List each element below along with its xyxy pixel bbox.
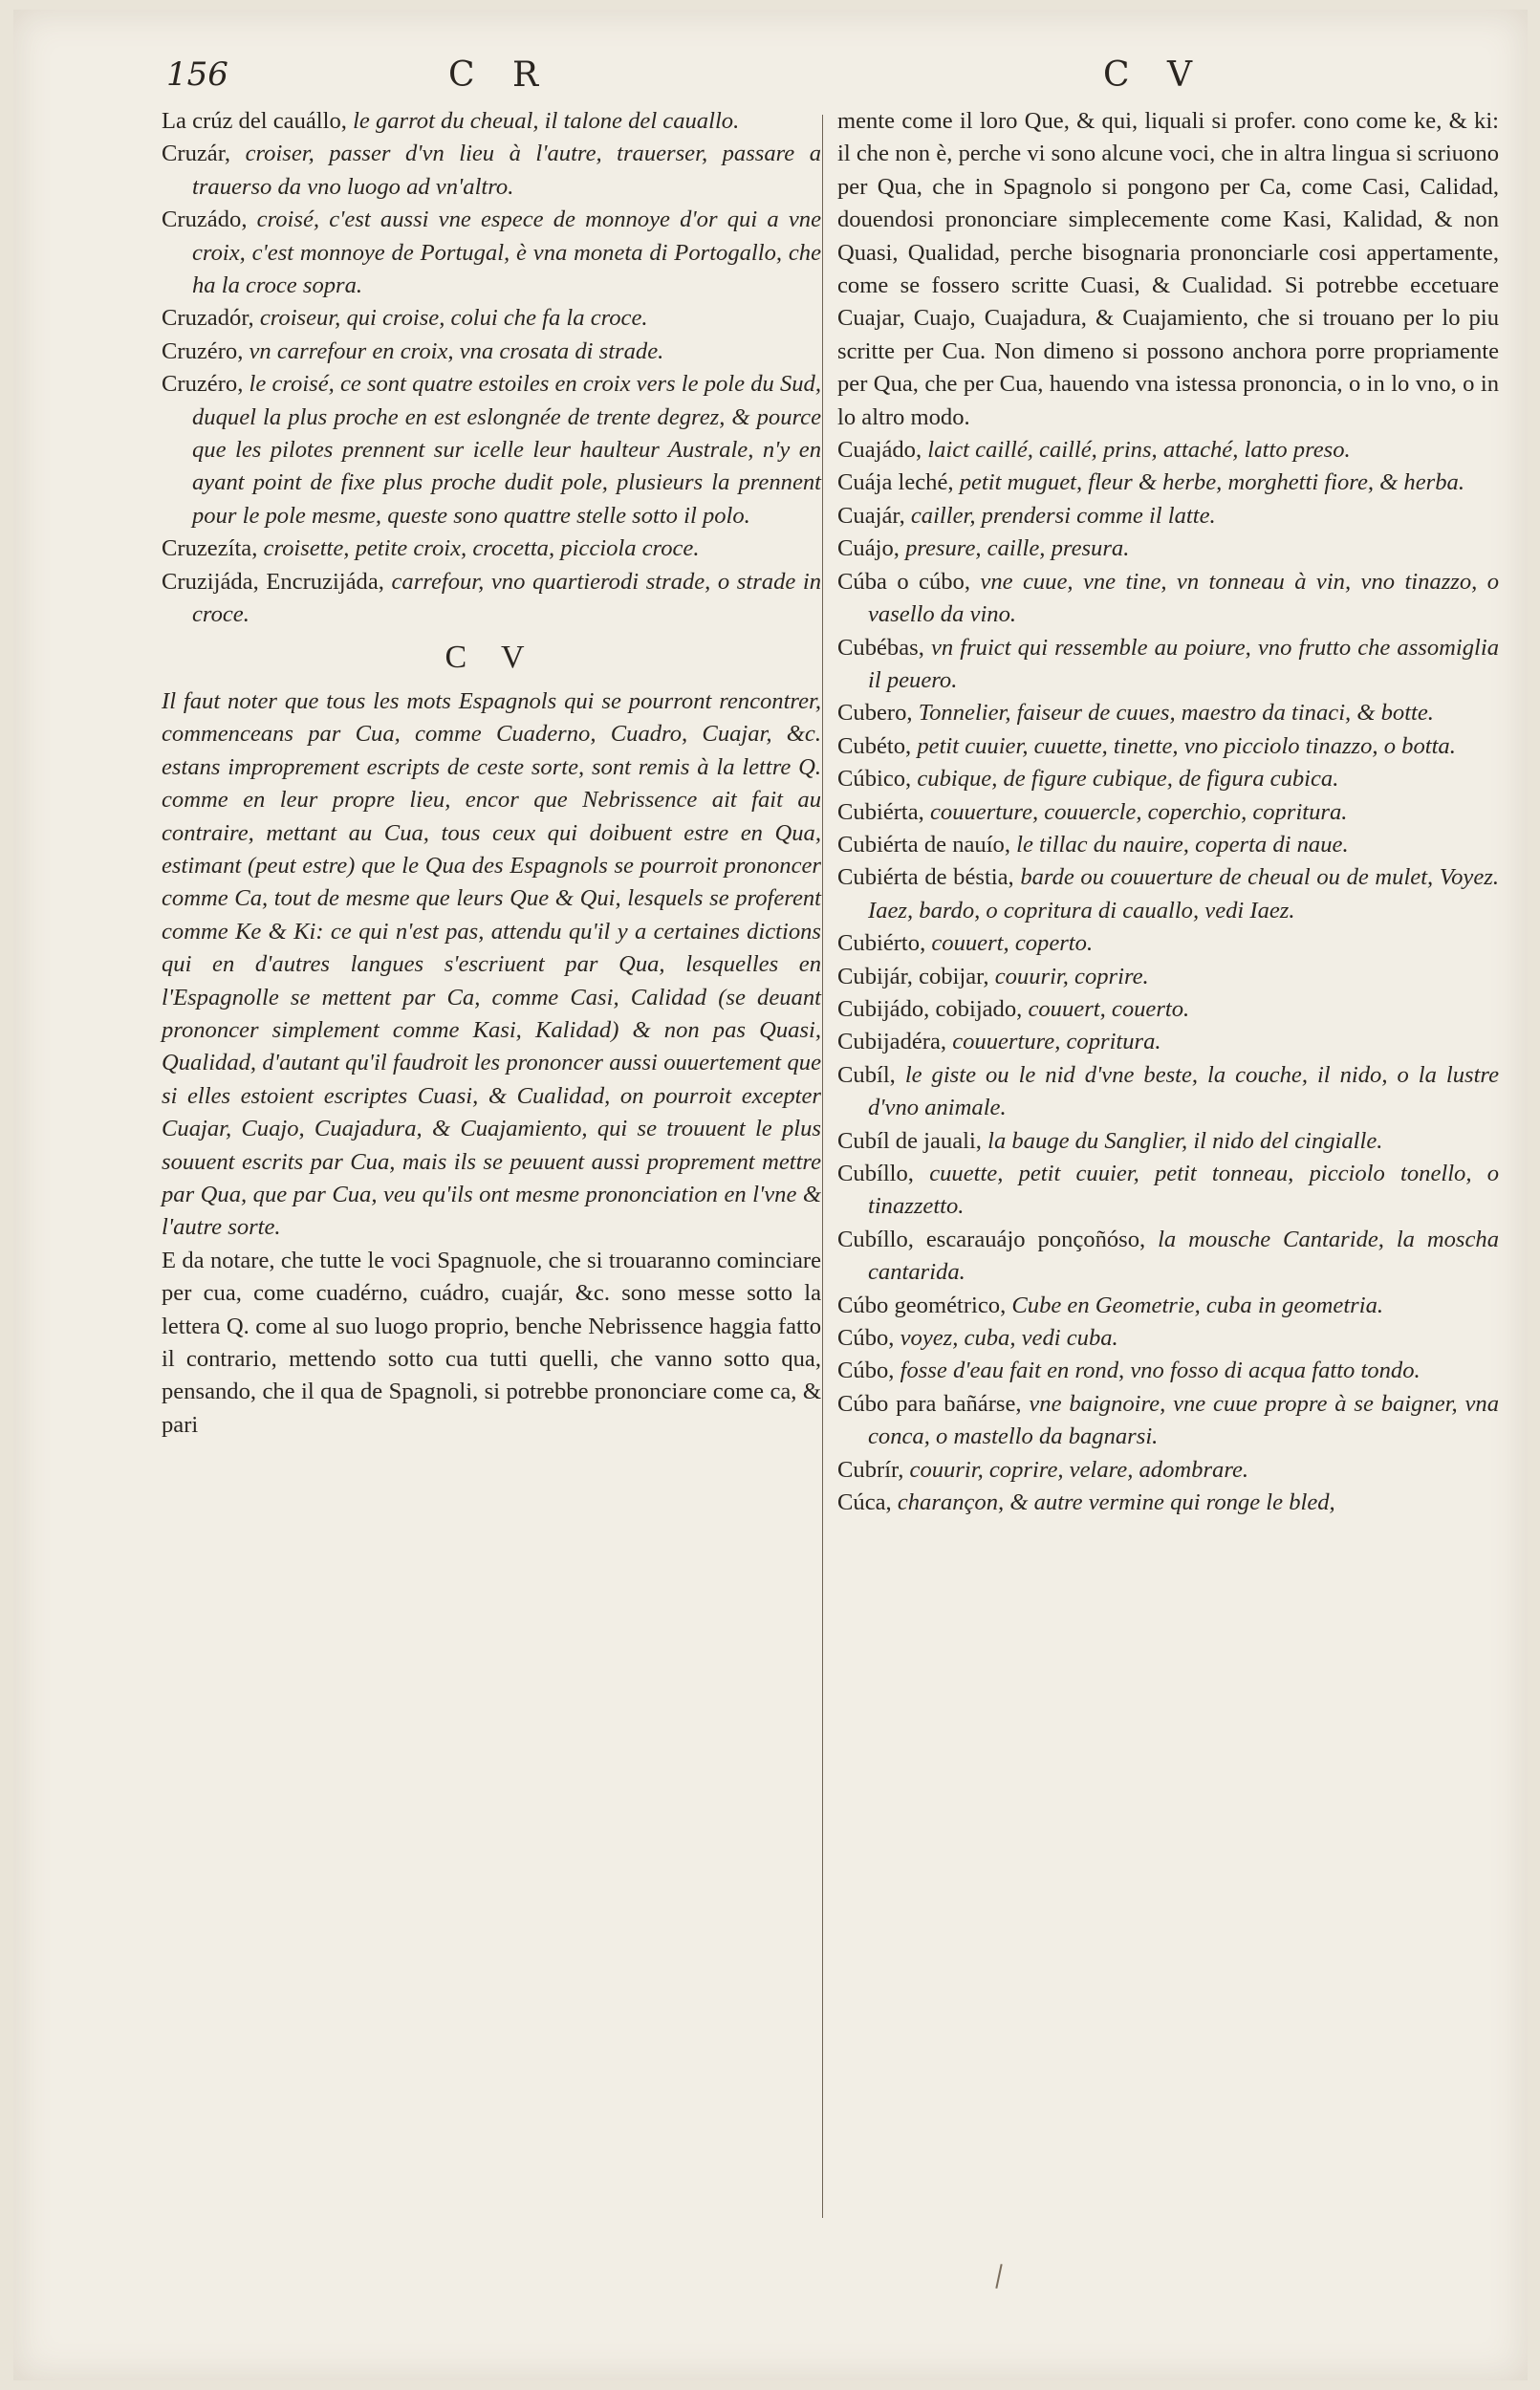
- italian-gloss: il talone del cauallo.: [544, 108, 740, 134]
- french-gloss: couurir,: [994, 963, 1069, 989]
- italian-gloss: maestro da tinaci, & botte.: [1181, 700, 1434, 727]
- dictionary-entry: [837, 763, 1499, 795]
- french-gloss: vn fruict qui ressemble au poiure,: [930, 634, 1251, 661]
- italian-gloss: crocetta, picciola croce.: [472, 535, 700, 562]
- dictionary-entry: [837, 697, 1499, 729]
- italian-gloss: passare a trauerso da vno luogo ad vn'altro.: [192, 141, 821, 200]
- headword: Cruzadór,: [162, 305, 254, 332]
- italian-gloss: de figura cubica.: [1179, 766, 1339, 793]
- column-divider: [822, 115, 823, 2218]
- french-gloss: petit cuuier, cuuette, tinette,: [917, 732, 1179, 759]
- italian-gloss: il nido del cingialle.: [1193, 1127, 1383, 1154]
- headword: Cubrír,: [837, 1456, 904, 1483]
- headword: Cubiérta de béstia,: [837, 864, 1014, 891]
- dictionary-entry: [837, 730, 1499, 763]
- page-number: 156: [166, 55, 228, 94]
- headword: Cubíl de jauali,: [837, 1127, 982, 1154]
- italian-gloss: coperto.: [1014, 930, 1094, 957]
- dictionary-entry: [837, 532, 1499, 565]
- french-gloss: couuert,: [1028, 995, 1106, 1022]
- headword: Cubíl,: [837, 1061, 896, 1088]
- notice-french: Il faut noter que tous les mots Espagnols qui se pourront rencontrer, commenceans par Cua, comme Cuaderno, Cuadro, Cuajar, &c. estans improprement escripts de ceste sorte, sont remis à la lettre Q. comme en leur propre lieu, encor que Nebrissence ait fait au contraire, mettant au Cua, tous ceux qui doibuent estre en Qua, estimant (peut estre) que le Qua des Espagnols se pourroit prononcer comme Ca, tout de mesme que leurs Que & Qui, lesquels se proferent comme Ke & Ki: ce qui n'est pas, attendu qu'il y a certaines dictions qui en d'autres langues s'escriuent par Qua, lesquelles en l'Espagnolle se mettent par Ca, comme Casi, Calidad (se deuant prononcer simplement comme Kasi, Kalidad) & non pas Quasi, Qualidad, d'autant qu'il faudroit les prononcer aussi ouuertement que si elles estoient escriptes Cuasi, & Cualidad, on pourroit excepter Cuajar, Cuajo, Cuajadura, & Cuajamiento, qui se trouuent le plus souuent escrits par Cua, mais ils se peuuent aussi proprement mettre par Qua, que par Cua, veu qu'ils ont mesme prononciation en l'vne & l'autre sorte.: [162, 687, 821, 1241]
- italian-gloss: il nido, o la lustre d'vno animale.: [868, 1061, 1499, 1121]
- french-gloss: croisette, petite croix,: [263, 535, 467, 562]
- headword: Cuája leché,: [837, 469, 954, 496]
- headword: Cruzéro,: [162, 337, 244, 364]
- headword: Cubero,: [837, 700, 913, 727]
- dictionary-entry: [162, 105, 821, 138]
- dictionary-entry: [837, 467, 1499, 499]
- french-gloss: laict caillé, caillé, prins, attaché,: [927, 437, 1239, 464]
- dictionary-entry: [162, 302, 821, 335]
- dictionary-entry: [162, 566, 821, 632]
- ink-mark: [995, 2264, 1002, 2289]
- italian-gloss: prendersi comme il latte.: [981, 502, 1216, 529]
- headword: Cubijár, cobijar,: [837, 963, 989, 989]
- french-gloss: le garrot du cheual,: [353, 108, 539, 134]
- headword: Cubiérto,: [837, 930, 926, 957]
- italian-gloss: queste sono quattre stelle sotto il polo.: [387, 502, 750, 529]
- dictionary-entry: [837, 993, 1499, 1026]
- left-column: [162, 105, 821, 1442]
- headword: Cúca,: [837, 1489, 892, 1516]
- italian-gloss: coperta di naue.: [1195, 831, 1349, 858]
- italian-gloss: coprire.: [1074, 963, 1149, 989]
- headword: Cuajár,: [837, 502, 905, 529]
- page-header: [13, 55, 1528, 103]
- french-gloss: vn carrefour en croix,: [249, 337, 454, 364]
- french-gloss: croiseur, qui croise,: [259, 305, 445, 332]
- dictionary-entry: [837, 1059, 1499, 1125]
- headword: Cubijadéra,: [837, 1029, 947, 1055]
- french-gloss: couuert,: [931, 930, 1009, 957]
- dictionary-entry: [837, 829, 1499, 861]
- right-running-head: C V: [1103, 55, 1205, 95]
- headword: Cuájo,: [837, 535, 900, 562]
- italian-gloss: latto preso.: [1244, 437, 1351, 464]
- headword: Cruzár,: [162, 141, 231, 167]
- headword: Cruzijáda, Encruzijáda,: [162, 568, 384, 595]
- dictionary-entry: [837, 566, 1499, 632]
- left-entries: [162, 105, 821, 632]
- dictionary-entry: [837, 1125, 1499, 1158]
- italian-gloss: vno fosso di acqua fatto tondo.: [1130, 1358, 1421, 1384]
- dictionary-entry: [837, 1355, 1499, 1387]
- headword: Cubíllo, escarauájo ponçoñóso,: [837, 1226, 1146, 1252]
- italian-gloss: couerto.: [1111, 995, 1190, 1022]
- italian-gloss: presura.: [1051, 535, 1130, 562]
- headword: Cubiérta,: [837, 798, 924, 825]
- headword: Cruzezíta,: [162, 535, 258, 562]
- french-gloss: le tillac du nauire,: [1016, 831, 1189, 858]
- dictionary-entry: [837, 1224, 1499, 1290]
- french-gloss: le croisé, ce sont quatre estoiles en croix vers le pole du Sud, duquel la plus proche en est eslongnée de trente degrez, & pource que les pilotes prennent sur icelle leur haulteur Australe, n'y en ayant point de fixe plus proche dudit pole, plusieurs la prennent pour le pole mesme,: [192, 371, 821, 529]
- dictionary-entry: [837, 1388, 1499, 1454]
- italian-gloss: vno tinazzo, o vasello da vino.: [868, 568, 1500, 628]
- headword: Cubiérta de nauío,: [837, 831, 1010, 858]
- left-running-head: C R: [448, 55, 553, 95]
- french-gloss: couuerture,: [952, 1029, 1061, 1055]
- french-gloss: voyez,: [900, 1325, 959, 1352]
- italian-gloss: colui che fa la croce.: [450, 305, 648, 332]
- headword: Cubijádo, cobijado,: [837, 995, 1023, 1022]
- dictionary-entry: [162, 368, 821, 532]
- dictionary-entry: [837, 961, 1499, 993]
- headword: Cúbico,: [837, 766, 912, 793]
- italian-gloss: bardo, o copritura di cauallo, vedi Iaez.: [919, 897, 1295, 923]
- dictionary-entry: [162, 204, 821, 302]
- dictionary-entry: [162, 532, 821, 565]
- french-gloss: petit muguet, fleur & herbe,: [959, 469, 1223, 496]
- section-heading: C V: [445, 639, 538, 675]
- french-gloss: vne baignoire, vne cuue propre à se baigner,: [1029, 1390, 1458, 1417]
- french-gloss: presure, caille,: [905, 535, 1046, 562]
- dictionary-entry: [837, 500, 1499, 532]
- dictionary-entry: [837, 796, 1499, 829]
- italian-gloss: vna crosata di strade.: [459, 337, 664, 364]
- headword: La crúz del cauállo,: [162, 108, 347, 134]
- italian-gloss: cuba in geometria.: [1205, 1292, 1384, 1318]
- headword: Cúba o cúbo,: [837, 568, 970, 595]
- italian-gloss: copritura.: [1066, 1029, 1161, 1055]
- french-gloss: la bauge du Sanglier,: [987, 1127, 1188, 1154]
- dictionary-entry: [837, 632, 1499, 698]
- italian-gloss: vna conca, o mastello da bagnarsi.: [868, 1390, 1499, 1450]
- french-gloss: carrefour,: [391, 568, 485, 595]
- french-gloss: cubique, de figure cubique,: [917, 766, 1173, 793]
- italian-gloss: è vna moneta di Portogallo, che ha la croce sopra.: [192, 239, 821, 299]
- dictionary-entry: [162, 138, 821, 204]
- right-column: [837, 105, 1499, 1519]
- french-gloss: charançon, & autre vermine qui ronge le bled,: [897, 1489, 1335, 1516]
- dictionary-entry: [837, 861, 1499, 927]
- italian-gloss: la moscha cantarida.: [868, 1226, 1499, 1286]
- dictionary-entry: [837, 1454, 1499, 1487]
- italian-gloss: picciolo tonello, o tinazzetto.: [868, 1161, 1499, 1220]
- french-gloss: croisé, c'est aussi vne espece de monnoye d'or qui a vne croix, c'est monnoye de Portugal,: [192, 206, 821, 266]
- french-gloss: fosse d'eau fait en rond,: [900, 1358, 1125, 1384]
- notice-continuation: mente come il loro Que, & qui, liquali si profer. cono come ke, & ki: il che non è, perche vi sono alcune voci, che in altra lingua si scriuono per Qua, che in Spagnolo si pongono per Ca, come Casi, Calidad, douendosi prononciare simplecemente come Kasi, Kalidad, & non Quasi, Qualidad, perche bisognaria prononciarle cosi appertamente, come se fossero scritte Cuasi, & Cualidad. Si potrebbe eccetuare Cuajar, Cuajo, Cuajadura, & Cuajamiento, che si trouano per lo piu scritte per Cua. Non dimeno si possono anchora porre propriamente per Qua, che per Cua, hauendo vna istessa prononcia, o in lo vno, o in lo altro modo.: [837, 108, 1499, 430]
- dictionary-entry: [837, 1026, 1499, 1058]
- dictionary-entry: [837, 1487, 1499, 1519]
- italian-gloss: coperchio, copritura.: [1147, 798, 1348, 825]
- french-gloss: couurir,: [909, 1456, 984, 1483]
- dictionary-entry: [837, 1158, 1499, 1224]
- notice-italian: E da notare, che tutte le voci Spagnuole, che si trouaranno cominciare per cua, come cuadérno, cuádro, cuajár, &c. sono messe sotto la lettera Q. come al suo luogo proprio, benche Nebrissence haggia fatto il contrario, mettendo sotto cua tutti quelli, che vanno sotto qua, pensando, che il qua de Spagnoli, si potrebbe prononciare come ca, & pari: [162, 1247, 821, 1438]
- dictionary-entry: [162, 336, 821, 368]
- headword: Cubíllo,: [837, 1161, 914, 1186]
- italian-gloss: morghetti fiore, & herba.: [1227, 469, 1464, 496]
- book-page: [13, 10, 1528, 2380]
- right-entries: [837, 434, 1499, 1519]
- dictionary-entry: [837, 927, 1499, 960]
- french-gloss: le giste ou le nid d'vne beste, la couche,: [904, 1061, 1308, 1088]
- french-gloss: cuuette, petit cuuier, petit tonneau,: [929, 1161, 1294, 1186]
- headword: Cuajádo,: [837, 437, 922, 464]
- italian-gloss: vno frutto che assomiglia il peuero.: [868, 634, 1499, 693]
- headword: Cúbo,: [837, 1358, 895, 1384]
- headword: Cruzádo,: [162, 206, 248, 233]
- french-gloss: Tonnelier, faiseur de cuues,: [918, 700, 1176, 727]
- french-gloss: la mousche Cantaride,: [1158, 1226, 1384, 1252]
- french-gloss: couuerture, couuercle,: [930, 798, 1142, 825]
- french-gloss: croiser, passer d'vn lieu à l'autre, trauerser,: [245, 141, 708, 167]
- italian-gloss: vno quartierodi strade, o strade in croce.: [192, 568, 821, 628]
- french-gloss: barde ou couuerture de cheual ou de mulet, Voyez. Iaez,: [868, 864, 1499, 923]
- headword: Cubéto,: [837, 732, 912, 759]
- headword: Cubébas,: [837, 634, 924, 661]
- italian-gloss: vno picciolo tinazzo, o botta.: [1183, 732, 1456, 759]
- headword: Cúbo,: [837, 1325, 895, 1352]
- dictionary-entry: [837, 1290, 1499, 1322]
- french-gloss: vne cuue, vne tine, vn tonneau à vin,: [980, 568, 1352, 595]
- dictionary-entry: [837, 1322, 1499, 1355]
- italian-gloss: coprire, velare, adombrare.: [988, 1456, 1249, 1483]
- headword: Cruzéro,: [162, 371, 244, 398]
- headword: Cúbo para bañárse,: [837, 1390, 1022, 1417]
- headword: Cúbo geométrico,: [837, 1292, 1007, 1318]
- french-gloss: Cube en Geometrie,: [1011, 1292, 1201, 1318]
- french-gloss: cailler,: [910, 502, 976, 529]
- italian-gloss: cuba, vedi cuba.: [964, 1325, 1118, 1352]
- dictionary-entry: [837, 434, 1499, 467]
